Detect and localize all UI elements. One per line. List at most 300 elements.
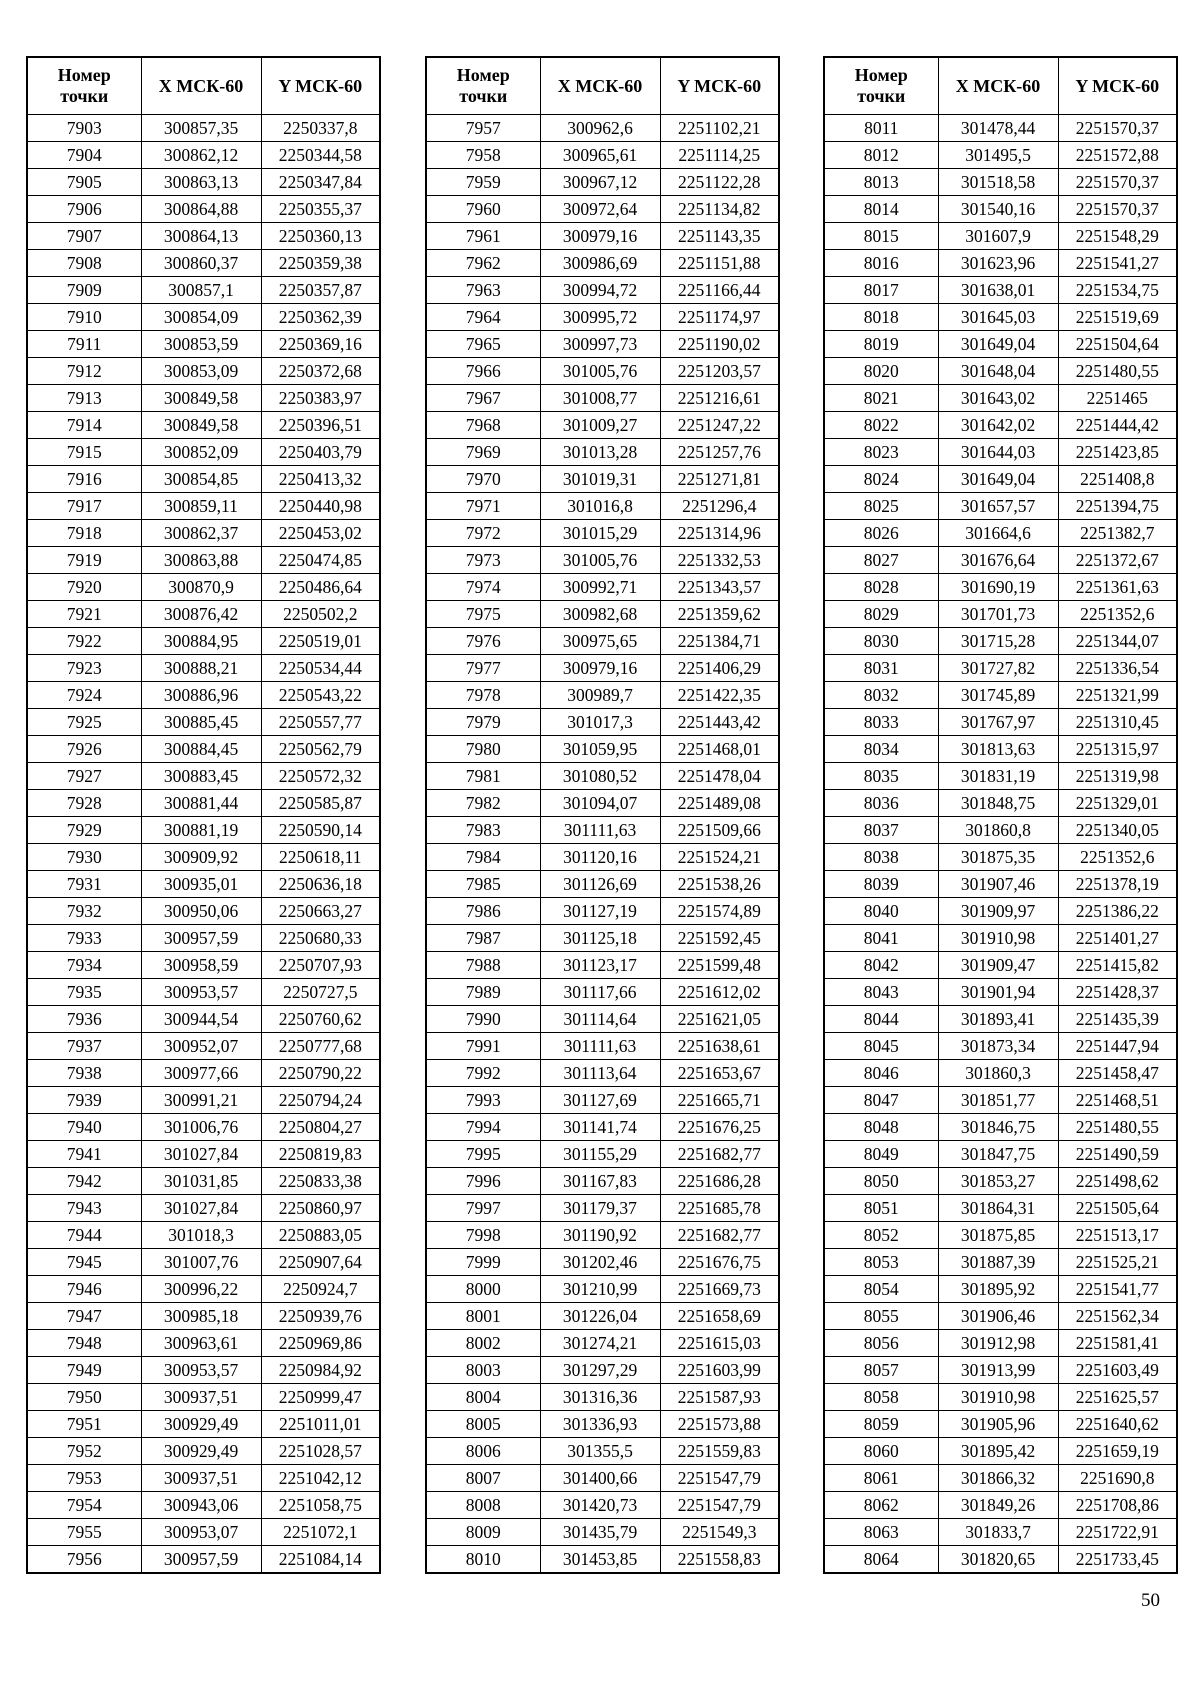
x-coordinate-cell: 300909,92 (141, 844, 261, 871)
y-coordinate-cell: 2251547,79 (660, 1492, 779, 1519)
y-coordinate-cell: 2251625,57 (1058, 1384, 1177, 1411)
point-number-cell: 7915 (27, 439, 141, 466)
y-coordinate-cell: 2251329,01 (1058, 790, 1177, 817)
y-coordinate-cell: 2250369,16 (261, 331, 380, 358)
table-row (426, 115, 779, 142)
point-number-cell: 7932 (27, 898, 141, 925)
point-number-cell: 7996 (426, 1168, 540, 1195)
point-number-cell: 7984 (426, 844, 540, 871)
y-coordinate-cell: 2251572,88 (1058, 142, 1177, 169)
point-number-cell: 7923 (27, 655, 141, 682)
table-row (27, 871, 380, 898)
table-row (824, 358, 1177, 385)
point-number-cell: 7965 (426, 331, 540, 358)
x-coordinate-cell: 301860,3 (938, 1060, 1058, 1087)
y-coordinate-cell: 2250362,39 (261, 304, 380, 331)
x-coordinate-cell: 300953,57 (141, 979, 261, 1006)
x-coordinate-cell: 301849,26 (938, 1492, 1058, 1519)
x-coordinate-cell: 300852,09 (141, 439, 261, 466)
x-coordinate-cell: 301623,96 (938, 250, 1058, 277)
point-number-cell: 7960 (426, 196, 540, 223)
point-number-cell: 7905 (27, 169, 141, 196)
table-row (426, 1303, 779, 1330)
x-coordinate-cell: 301018,3 (141, 1222, 261, 1249)
x-coordinate-cell: 301813,63 (938, 736, 1058, 763)
x-coordinate-cell: 300853,59 (141, 331, 261, 358)
y-coordinate-cell: 2251509,66 (660, 817, 779, 844)
point-number-cell: 8016 (824, 250, 938, 277)
x-coordinate-cell: 301297,29 (540, 1357, 660, 1384)
y-coordinate-cell: 2251084,14 (261, 1546, 380, 1574)
y-coordinate-cell: 2251203,57 (660, 358, 779, 385)
x-coordinate-cell: 300975,65 (540, 628, 660, 655)
table-row (426, 1033, 779, 1060)
y-coordinate-cell: 2251378,19 (1058, 871, 1177, 898)
point-number-cell: 7903 (27, 115, 141, 142)
table-row (27, 547, 380, 574)
y-coordinate-cell: 2251394,75 (1058, 493, 1177, 520)
x-coordinate-cell: 301860,8 (938, 817, 1058, 844)
table-row (27, 1276, 380, 1303)
x-coordinate-cell: 301910,98 (938, 1384, 1058, 1411)
y-coordinate-cell: 2250760,62 (261, 1006, 380, 1033)
table-row (426, 547, 779, 574)
point-number-cell: 8019 (824, 331, 938, 358)
y-coordinate-cell: 2251570,37 (1058, 115, 1177, 142)
y-coordinate-cell: 2251525,21 (1058, 1249, 1177, 1276)
y-coordinate-cell: 2251310,45 (1058, 709, 1177, 736)
y-coordinate-cell: 2251504,64 (1058, 331, 1177, 358)
point-number-cell: 8036 (824, 790, 938, 817)
x-coordinate-cell: 301226,04 (540, 1303, 660, 1330)
x-coordinate-cell: 300958,59 (141, 952, 261, 979)
x-coordinate-cell: 301141,74 (540, 1114, 660, 1141)
table-row (426, 223, 779, 250)
table-row (426, 277, 779, 304)
y-coordinate-cell: 2251549,3 (660, 1519, 779, 1546)
y-coordinate-cell: 2251216,61 (660, 385, 779, 412)
x-coordinate-cell: 300888,21 (141, 655, 261, 682)
point-number-cell: 8054 (824, 1276, 938, 1303)
table-row (426, 520, 779, 547)
x-coordinate-cell: 301912,98 (938, 1330, 1058, 1357)
y-coordinate-cell: 2251547,79 (660, 1465, 779, 1492)
y-coordinate-cell: 2251513,17 (1058, 1222, 1177, 1249)
x-coordinate-cell: 300957,59 (141, 925, 261, 952)
y-coordinate-cell: 2251382,7 (1058, 520, 1177, 547)
table-row (27, 1222, 380, 1249)
point-number-cell: 8001 (426, 1303, 540, 1330)
y-coordinate-cell: 2251384,71 (660, 628, 779, 655)
point-number-cell: 7914 (27, 412, 141, 439)
table-row (27, 1033, 380, 1060)
point-number-cell: 8039 (824, 871, 938, 898)
table-row (27, 736, 380, 763)
x-coordinate-cell: 301649,04 (938, 466, 1058, 493)
x-coordinate-cell: 301909,47 (938, 952, 1058, 979)
page-number: 50 (1141, 1590, 1160, 1611)
x-coordinate-cell: 300943,06 (141, 1492, 261, 1519)
table-row (27, 1330, 380, 1357)
y-coordinate-cell: 2251190,02 (660, 331, 779, 358)
table-row (824, 682, 1177, 709)
table-row (824, 1168, 1177, 1195)
table-row (824, 628, 1177, 655)
x-coordinate-cell: 300863,13 (141, 169, 261, 196)
x-coordinate-cell: 300864,13 (141, 223, 261, 250)
y-coordinate-cell: 2251524,21 (660, 844, 779, 871)
x-coordinate-cell: 301155,29 (540, 1141, 660, 1168)
y-coordinate-cell: 2251562,34 (1058, 1303, 1177, 1330)
x-coordinate-cell: 300992,71 (540, 574, 660, 601)
table-row (824, 1492, 1177, 1519)
point-number-cell: 7920 (27, 574, 141, 601)
x-coordinate-cell: 301745,89 (938, 682, 1058, 709)
y-coordinate-cell: 2251271,81 (660, 466, 779, 493)
point-number-cell: 8008 (426, 1492, 540, 1519)
y-coordinate-cell: 2251406,29 (660, 655, 779, 682)
point-number-cell: 8011 (824, 115, 938, 142)
y-coordinate-cell: 2251615,03 (660, 1330, 779, 1357)
point-number-cell: 7958 (426, 142, 540, 169)
x-coordinate-cell: 300881,44 (141, 790, 261, 817)
y-coordinate-cell: 2251733,45 (1058, 1546, 1177, 1574)
point-number-cell: 7957 (426, 115, 540, 142)
y-coordinate-cell: 2251428,37 (1058, 979, 1177, 1006)
y-coordinate-cell: 2250819,83 (261, 1141, 380, 1168)
y-coordinate-cell: 2251401,27 (1058, 925, 1177, 952)
y-coordinate-cell: 2251314,96 (660, 520, 779, 547)
y-coordinate-cell: 2251498,62 (1058, 1168, 1177, 1195)
point-number-cell: 8026 (824, 520, 938, 547)
point-number-cell: 7964 (426, 304, 540, 331)
y-coordinate-cell: 2251151,88 (660, 250, 779, 277)
table-row (27, 709, 380, 736)
table-row (27, 844, 380, 871)
y-coordinate-cell: 2250440,98 (261, 493, 380, 520)
x-coordinate-cell: 301715,28 (938, 628, 1058, 655)
x-coordinate-cell: 301642,02 (938, 412, 1058, 439)
table-row (824, 196, 1177, 223)
x-coordinate-cell: 300953,57 (141, 1357, 261, 1384)
x-coordinate-cell: 300935,01 (141, 871, 261, 898)
point-number-cell: 8030 (824, 628, 938, 655)
table-row (27, 1465, 380, 1492)
point-number-cell: 8007 (426, 1465, 540, 1492)
table-row (426, 817, 779, 844)
y-coordinate-cell: 2251336,54 (1058, 655, 1177, 682)
y-coordinate-cell: 2251519,69 (1058, 304, 1177, 331)
x-coordinate-cell: 300965,61 (540, 142, 660, 169)
table-row (27, 331, 380, 358)
y-coordinate-cell: 2251319,98 (1058, 763, 1177, 790)
table-row (27, 412, 380, 439)
y-coordinate-cell: 2251534,75 (1058, 277, 1177, 304)
x-coordinate-cell: 301866,32 (938, 1465, 1058, 1492)
point-number-cell: 8057 (824, 1357, 938, 1384)
point-number-cell: 8021 (824, 385, 938, 412)
x-coordinate-cell: 300849,58 (141, 385, 261, 412)
point-number-cell: 7994 (426, 1114, 540, 1141)
point-number-cell: 7973 (426, 547, 540, 574)
coordinates-table-1 (26, 56, 381, 1574)
table-row (27, 385, 380, 412)
y-coordinate-cell: 2251332,53 (660, 547, 779, 574)
table-row (426, 466, 779, 493)
x-coordinate-cell: 301495,5 (938, 142, 1058, 169)
y-coordinate-cell: 2251028,57 (261, 1438, 380, 1465)
y-coordinate-cell: 2251166,44 (660, 277, 779, 304)
point-number-cell: 8047 (824, 1087, 938, 1114)
x-coordinate-cell: 301910,98 (938, 925, 1058, 952)
x-coordinate-cell: 301887,39 (938, 1249, 1058, 1276)
y-coordinate-cell: 2251480,55 (1058, 358, 1177, 385)
y-coordinate-cell: 2250413,32 (261, 466, 380, 493)
table-row (27, 466, 380, 493)
table-row (824, 547, 1177, 574)
x-coordinate-cell: 301907,46 (938, 871, 1058, 898)
table-row (824, 250, 1177, 277)
y-coordinate-cell: 2251640,62 (1058, 1411, 1177, 1438)
y-coordinate-cell: 2250663,27 (261, 898, 380, 925)
y-coordinate-cell: 2251447,94 (1058, 1033, 1177, 1060)
point-number-cell: 8022 (824, 412, 938, 439)
point-number-cell: 8014 (824, 196, 938, 223)
table-row (426, 1411, 779, 1438)
x-coordinate-cell: 301895,42 (938, 1438, 1058, 1465)
header-point-number: Номер точки (426, 57, 540, 115)
y-coordinate-cell: 2251603,49 (1058, 1357, 1177, 1384)
table-row (824, 1519, 1177, 1546)
table-row (426, 1249, 779, 1276)
table-row (824, 979, 1177, 1006)
table-row (27, 979, 380, 1006)
point-number-cell: 7949 (27, 1357, 141, 1384)
table-row (426, 1438, 779, 1465)
y-coordinate-cell: 2250833,38 (261, 1168, 380, 1195)
x-coordinate-cell: 301676,64 (938, 547, 1058, 574)
x-coordinate-cell: 301125,18 (540, 925, 660, 952)
table-row (27, 574, 380, 601)
point-number-cell: 7976 (426, 628, 540, 655)
point-number-cell: 8053 (824, 1249, 938, 1276)
table-row (426, 871, 779, 898)
point-number-cell: 7944 (27, 1222, 141, 1249)
x-coordinate-cell: 301643,02 (938, 385, 1058, 412)
y-coordinate-cell: 2251143,35 (660, 223, 779, 250)
y-coordinate-cell: 2250572,32 (261, 763, 380, 790)
table-row (824, 1357, 1177, 1384)
table-row (27, 790, 380, 817)
point-number-cell: 7985 (426, 871, 540, 898)
x-coordinate-cell: 301355,5 (540, 1438, 660, 1465)
y-coordinate-cell: 2250543,22 (261, 682, 380, 709)
x-coordinate-cell: 301117,66 (540, 979, 660, 1006)
header-point-number: Номер точки (824, 57, 938, 115)
table-row (824, 1411, 1177, 1438)
table-row (27, 493, 380, 520)
x-coordinate-cell: 301607,9 (938, 223, 1058, 250)
point-number-cell: 7906 (27, 196, 141, 223)
point-number-cell: 7961 (426, 223, 540, 250)
point-number-cell: 7988 (426, 952, 540, 979)
y-coordinate-cell: 2251669,73 (660, 1276, 779, 1303)
y-coordinate-cell: 2250680,33 (261, 925, 380, 952)
point-number-cell: 7951 (27, 1411, 141, 1438)
x-coordinate-cell: 301274,21 (540, 1330, 660, 1357)
table-row (426, 628, 779, 655)
y-coordinate-cell: 2250337,8 (261, 115, 380, 142)
x-coordinate-cell: 300967,12 (540, 169, 660, 196)
table-row (27, 817, 380, 844)
y-coordinate-cell: 2250883,05 (261, 1222, 380, 1249)
point-number-cell: 8002 (426, 1330, 540, 1357)
point-number-cell: 8063 (824, 1519, 938, 1546)
x-coordinate-cell: 301690,19 (938, 574, 1058, 601)
point-number-cell: 7921 (27, 601, 141, 628)
point-number-cell: 8032 (824, 682, 938, 709)
table-row (426, 331, 779, 358)
point-number-cell: 7978 (426, 682, 540, 709)
y-coordinate-cell: 2251422,35 (660, 682, 779, 709)
point-number-cell: 7930 (27, 844, 141, 871)
x-coordinate-cell: 300929,49 (141, 1411, 261, 1438)
point-number-cell: 8060 (824, 1438, 938, 1465)
x-coordinate-cell: 301006,76 (141, 1114, 261, 1141)
table-row (27, 1492, 380, 1519)
y-coordinate-cell: 2251340,05 (1058, 817, 1177, 844)
table-row (824, 574, 1177, 601)
y-coordinate-cell: 2250360,13 (261, 223, 380, 250)
y-coordinate-cell: 2251559,83 (660, 1438, 779, 1465)
y-coordinate-cell: 2250355,37 (261, 196, 380, 223)
table-row (27, 1249, 380, 1276)
table-row (824, 1087, 1177, 1114)
table-row (27, 898, 380, 925)
table-row (426, 142, 779, 169)
x-coordinate-cell: 301453,85 (540, 1546, 660, 1574)
y-coordinate-cell: 2251134,82 (660, 196, 779, 223)
table-row (426, 1330, 779, 1357)
table-row (426, 1114, 779, 1141)
point-number-cell: 7991 (426, 1033, 540, 1060)
table-row (824, 304, 1177, 331)
point-number-cell: 8012 (824, 142, 938, 169)
point-number-cell: 7916 (27, 466, 141, 493)
table-row (426, 1087, 779, 1114)
table-row (27, 304, 380, 331)
x-coordinate-cell: 301019,31 (540, 466, 660, 493)
x-coordinate-cell: 301123,17 (540, 952, 660, 979)
point-number-cell: 7934 (27, 952, 141, 979)
point-number-cell: 7929 (27, 817, 141, 844)
point-number-cell: 8059 (824, 1411, 938, 1438)
x-coordinate-cell: 301648,04 (938, 358, 1058, 385)
y-coordinate-cell: 2250519,01 (261, 628, 380, 655)
table-row (27, 925, 380, 952)
x-coordinate-cell: 301518,58 (938, 169, 1058, 196)
y-coordinate-cell: 2250453,02 (261, 520, 380, 547)
x-coordinate-cell: 300937,51 (141, 1465, 261, 1492)
table-row (27, 1546, 380, 1574)
x-coordinate-cell: 300944,54 (141, 1006, 261, 1033)
table-row (426, 385, 779, 412)
x-coordinate-cell: 301126,69 (540, 871, 660, 898)
coordinates-table-3 (823, 56, 1178, 1574)
table-row (824, 331, 1177, 358)
y-coordinate-cell: 2251122,28 (660, 169, 779, 196)
table-row (27, 1519, 380, 1546)
y-coordinate-cell: 2250347,84 (261, 169, 380, 196)
y-coordinate-cell: 2251344,07 (1058, 628, 1177, 655)
point-number-cell: 7999 (426, 1249, 540, 1276)
table-row (426, 1276, 779, 1303)
point-number-cell: 7954 (27, 1492, 141, 1519)
x-coordinate-cell: 300881,19 (141, 817, 261, 844)
x-coordinate-cell: 300884,95 (141, 628, 261, 655)
point-number-cell: 7997 (426, 1195, 540, 1222)
y-coordinate-cell: 2251686,28 (660, 1168, 779, 1195)
x-coordinate-cell: 301127,19 (540, 898, 660, 925)
y-coordinate-cell: 2250907,64 (261, 1249, 380, 1276)
table-row (426, 925, 779, 952)
y-coordinate-cell: 2251490,59 (1058, 1141, 1177, 1168)
y-coordinate-cell: 2251722,91 (1058, 1519, 1177, 1546)
x-coordinate-cell: 301864,31 (938, 1195, 1058, 1222)
y-coordinate-cell: 2250924,7 (261, 1276, 380, 1303)
x-coordinate-cell: 300863,88 (141, 547, 261, 574)
point-number-cell: 7904 (27, 142, 141, 169)
y-coordinate-cell: 2250486,64 (261, 574, 380, 601)
point-number-cell: 7907 (27, 223, 141, 250)
point-number-cell: 8050 (824, 1168, 938, 1195)
y-coordinate-cell: 2251653,67 (660, 1060, 779, 1087)
x-coordinate-cell: 300854,85 (141, 466, 261, 493)
table-row (824, 277, 1177, 304)
point-number-cell: 7942 (27, 1168, 141, 1195)
y-coordinate-cell: 2251458,47 (1058, 1060, 1177, 1087)
point-number-cell: 8038 (824, 844, 938, 871)
point-number-cell: 8044 (824, 1006, 938, 1033)
table-row (426, 1168, 779, 1195)
point-number-cell: 8061 (824, 1465, 938, 1492)
point-number-cell: 7937 (27, 1033, 141, 1060)
y-coordinate-cell: 2251247,22 (660, 412, 779, 439)
x-coordinate-cell: 300982,68 (540, 601, 660, 628)
x-coordinate-cell: 301027,84 (141, 1195, 261, 1222)
point-number-cell: 7975 (426, 601, 540, 628)
table-row (426, 1384, 779, 1411)
point-number-cell: 8006 (426, 1438, 540, 1465)
y-coordinate-cell: 2251676,25 (660, 1114, 779, 1141)
x-coordinate-cell: 301831,19 (938, 763, 1058, 790)
y-coordinate-cell: 2251541,27 (1058, 250, 1177, 277)
point-number-cell: 7939 (27, 1087, 141, 1114)
x-coordinate-cell: 301664,6 (938, 520, 1058, 547)
y-coordinate-cell: 2250999,47 (261, 1384, 380, 1411)
table-row (824, 898, 1177, 925)
point-number-cell: 8004 (426, 1384, 540, 1411)
x-coordinate-cell: 301540,16 (938, 196, 1058, 223)
table-row (824, 736, 1177, 763)
point-number-cell: 8033 (824, 709, 938, 736)
table-row (426, 1519, 779, 1546)
point-number-cell: 7989 (426, 979, 540, 1006)
table-row (824, 871, 1177, 898)
y-coordinate-cell: 2251505,64 (1058, 1195, 1177, 1222)
x-coordinate-cell: 300985,18 (141, 1303, 261, 1330)
point-number-cell: 7972 (426, 520, 540, 547)
